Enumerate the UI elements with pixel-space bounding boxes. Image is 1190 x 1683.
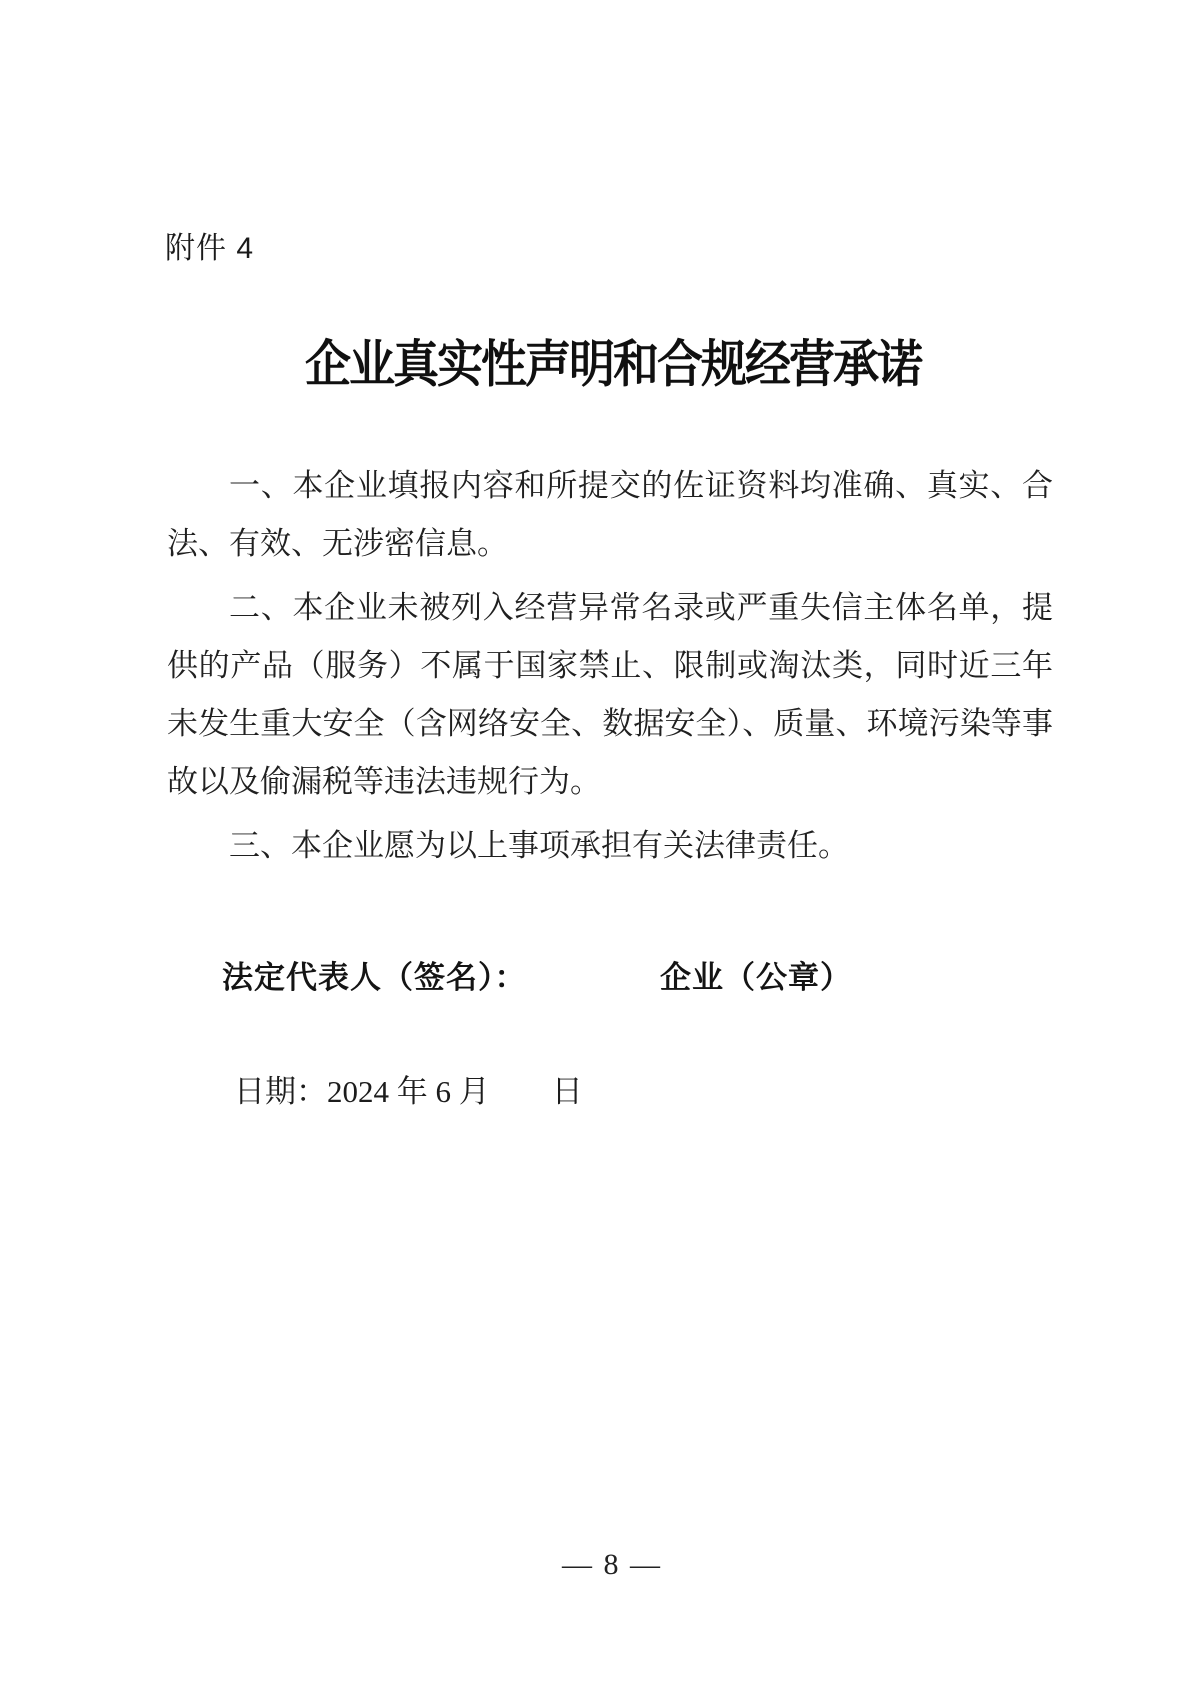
company-seal-label: 企业（公章） — [660, 960, 852, 995]
date-line — [234, 1066, 583, 1111]
date-day-label: 日 — [551, 1074, 583, 1109]
page-footer — [16, 1548, 1190, 1582]
legal-representative-signature-label: 法定代表人（签名）： — [222, 960, 527, 995]
paragraph-2: 二、本企业未被列入经营异常名录或严重失信主体名单，提供的产品（服务）不属于国家禁止、限制或淘汰类，同时近三年未发生重大安全（含网络安全、数据安全）、质量、环境污染等事故以及偷漏税等违法违规行为。 — [167, 590, 1053, 799]
paragraph-3: 三、本企业愿为以上事项承担有关法律责任。 — [229, 828, 849, 863]
attachment-label: 附件 4 — [165, 232, 255, 265]
document-body — [167, 457, 1053, 875]
date-prefix: 日期：2024 年 6 月 — [234, 1074, 490, 1109]
page-number: — 8 — — [562, 1548, 660, 1581]
paragraph-1: 一、本企业填报内容和所提交的佐证资料均准确、真实、合法、有效、无涉密信息。 — [167, 468, 1053, 561]
document-title: 企业真实性声明和合规经营承诺 — [305, 336, 921, 393]
